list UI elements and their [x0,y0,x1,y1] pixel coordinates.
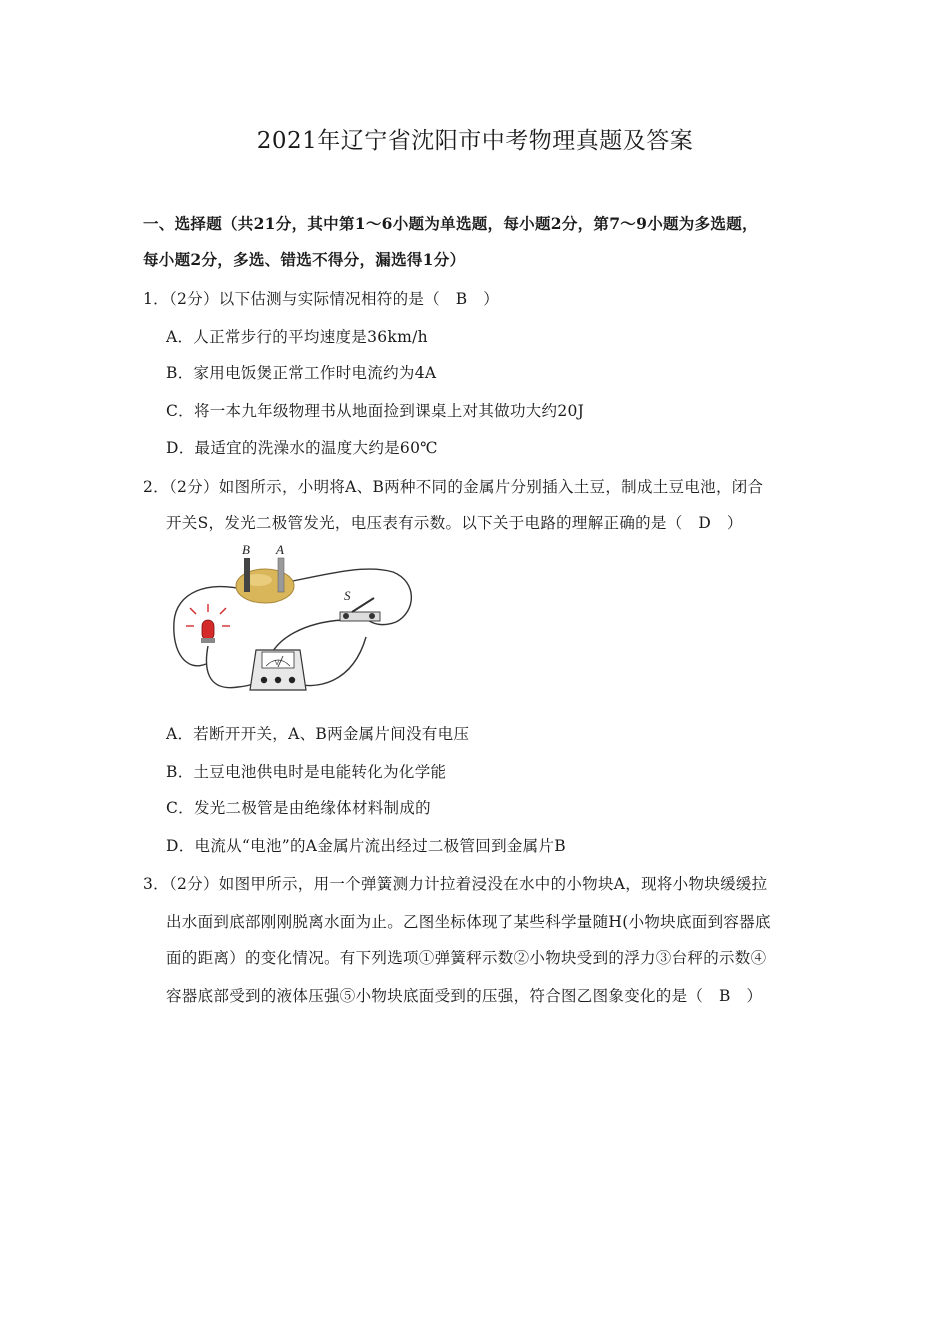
q3-stem-line-3: 面的距离）的变化情况。有下列选项①弹簧秤示数②小物块受到的浮力③台秤的示数④ [166,949,767,967]
q2-option-b: B．土豆电池供电时是电能转化为化学能 [166,763,447,781]
metal-plate-b [244,558,250,592]
q3-stem-line-4: 容器底部受到的液体压强⑤小物块底面受到的压强，符合图乙图象变化的是（ B ） [166,987,763,1005]
metal-plate-a [278,558,284,592]
section-heading-line-2: 每小题2分，多选、错选不得分，漏选得1分） [143,250,466,269]
label-a: A [276,542,284,557]
label-v: V [275,661,280,667]
voltmeter-terminal [275,677,281,683]
q1-option-a: A．人正常步行的平均速度是36km/h [166,328,428,346]
q1-option-d: D．最适宜的洗澡水的温度大约是60℃ [166,439,438,457]
q1-option-c: C．将一本九年级物理书从地面捡到课桌上对其做功大约20J [166,402,585,420]
section-heading-line-1: 一、选择题（共21分，其中第1～6小题为单选题，每小题2分，第7～9小题为多选题， [143,214,758,233]
q2-option-c: C．发光二极管是由绝缘体材料制成的 [166,799,431,817]
label-s: S [344,588,351,603]
q1-option-b: B．家用电饭煲正常工作时电流约为4A [166,364,437,382]
q3-stem-line-2: 出水面到底部刚刚脱离水面为止。乙图坐标体现了某些科学量随H(小物块底面到容器底 [166,913,771,931]
led-body [202,620,214,640]
q2-option-a: A．若断开开关，A、B两金属片间没有电压 [166,725,470,743]
q2-option-d: D．电流从“电池”的A金属片流出经过二极管回到金属片B [166,837,566,855]
voltmeter-terminal [289,677,295,683]
q2-stem-line-1: 2．（2分）如图所示，小明将A、B两种不同的金属片分别插入土豆，制成土豆电池，闭合 [143,478,764,496]
page-title: 2021年辽宁省沈阳市中考物理真题及答案 [256,128,694,154]
q3-stem-line-1: 3．（2分）如图甲所示，用一个弹簧测力计拉着浸没在水中的小物块A，现将小物块缓缓拉 [143,875,768,893]
q2-stem-line-2: 开关S，发光二极管发光，电压表有示数。以下关于电路的理解正确的是（ D ） [166,514,743,532]
switch-terminal [369,613,375,619]
q1-stem: 1．（2分）以下估测与实际情况相符的是（ B ） [143,290,500,308]
led-base [201,638,215,643]
voltmeter-terminal [261,677,267,683]
potato-battery-circuit-figure [168,542,418,702]
label-b: B [242,542,250,557]
switch-lever [352,598,374,612]
switch-terminal [343,613,349,619]
